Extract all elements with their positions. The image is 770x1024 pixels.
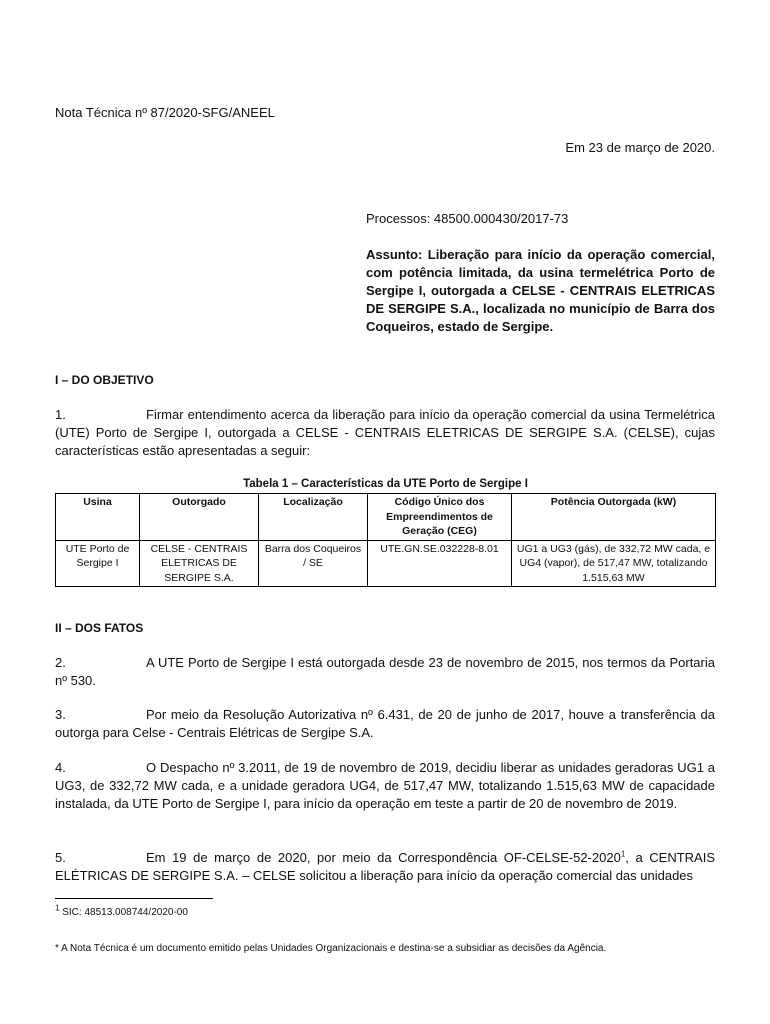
paragraph-number: 2. xyxy=(55,655,66,670)
table-caption: Tabela 1 – Características da UTE Porto de Sergipe I xyxy=(243,478,528,490)
col-header-potencia: Potência Outorgada (kW) xyxy=(512,494,716,541)
paragraph-number: 4. xyxy=(55,760,66,775)
note-id: Nota Técnica nº 87/2020-SFG/ANEEL xyxy=(55,105,275,120)
table-header-row xyxy=(56,494,716,541)
footnote-text: SIC: 48513.008744/2020-00 xyxy=(59,907,188,918)
footnote-mark: 1 xyxy=(55,903,60,913)
col-header-ceg: Código Único dos Empreendimentos de Geração (CEG) xyxy=(368,494,512,541)
paragraph-text: O Despacho nº 3.2011, de 19 de novembro de 2019, decidiu liberar as unidades geradoras UG1 a UG3, de 332,72 MW cada, e a unidade geradora UG4, de 517,47 MW, totalizando 1.515,63 MW de capacidade instalada, da UTE Porto de Sergipe I, para início da operação em teste a partir de 20 de novembro de 2019. xyxy=(55,760,715,811)
paragraph-1 xyxy=(55,406,715,460)
col-header-usina: Usina xyxy=(56,494,140,541)
paragraph-3 xyxy=(55,706,715,742)
section-objetivo-title: I – DO OBJETIVO xyxy=(55,373,154,387)
cell-ceg: UTE.GN.SE.032228-8.01 xyxy=(368,540,512,587)
paragraph-number: 3. xyxy=(55,707,66,722)
section-fatos-title: II – DOS FATOS xyxy=(55,621,144,635)
cell-potencia: UG1 a UG3 (gás), de 332,72 MW cada, e UG4 (vapor), de 517,47 MW, totalizando 1.515,63 MW xyxy=(512,540,716,587)
paragraph-5 xyxy=(55,849,715,885)
paragraph-text: Em 19 de março de 2020, por meio da Correspondência OF-CELSE-52-2020 xyxy=(146,850,621,865)
paragraph-number: 5. xyxy=(55,850,66,865)
table-row xyxy=(56,540,716,587)
col-header-outorgado: Outorgado xyxy=(140,494,259,541)
cell-outorgado: CELSE - CENTRAIS ELETRICAS DE SERGIPE S.A. xyxy=(140,540,259,587)
document-date: Em 23 de março de 2020. xyxy=(565,140,715,155)
cell-localizacao: Barra dos Coqueiros / SE xyxy=(259,540,368,587)
paragraph-number: 1. xyxy=(55,407,66,422)
paragraph-4 xyxy=(55,759,715,813)
paragraph-text: Por meio da Resolução Autorizativa nº 6.431, de 20 de junho de 2017, houve a transferência da outorga para Celse - Centrais Elétricas de Sergipe S.A. xyxy=(55,707,715,740)
footnote-divider xyxy=(55,898,213,899)
footnote-1 xyxy=(55,903,188,919)
paragraph-2 xyxy=(55,654,715,690)
disclaimer: * A Nota Técnica é um documento emitido pelas Unidades Organizacionais e destina-se a subsidiar as decisões da Agência. xyxy=(55,943,607,954)
cell-usina: UTE Porto de Sergipe I xyxy=(56,540,140,587)
paragraph-text-continued: , a CENTRAIS ELÉTRICAS DE SERGIPE S.A. – CELSE solicitou a liberação para início da operação comercial das unidades xyxy=(55,850,715,883)
paragraph-text: Firmar entendimento acerca da liberação para início da operação comercial da usina Termelétrica (UTE) Porto de Sergipe I, outorgada a CELSE - CENTRAIS ELETRICAS DE SERGIPE S.A. (CELSE), cujas características estão apresentadas a seguir: xyxy=(55,407,715,458)
subject: Assunto: Liberação para início da operação comercial, com potência limitada, da usina termelétrica Porto de Sergipe I, outorgada a CELSE - CENTRAIS ELETRICAS DE SERGIPE S.A., localizada no município de Barra dos Coqueiros, estado de Sergipe. xyxy=(366,247,715,334)
characteristics-table xyxy=(55,493,716,587)
paragraph-text: A UTE Porto de Sergipe I está outorgada desde 23 de novembro de 2015, nos termos da Portaria nº 530. xyxy=(55,655,715,688)
process-number: Processos: 48500.000430/2017-73 xyxy=(366,211,569,226)
col-header-localizacao: Localização xyxy=(259,494,368,541)
footnote-reference[interactable]: 1 xyxy=(620,849,626,859)
